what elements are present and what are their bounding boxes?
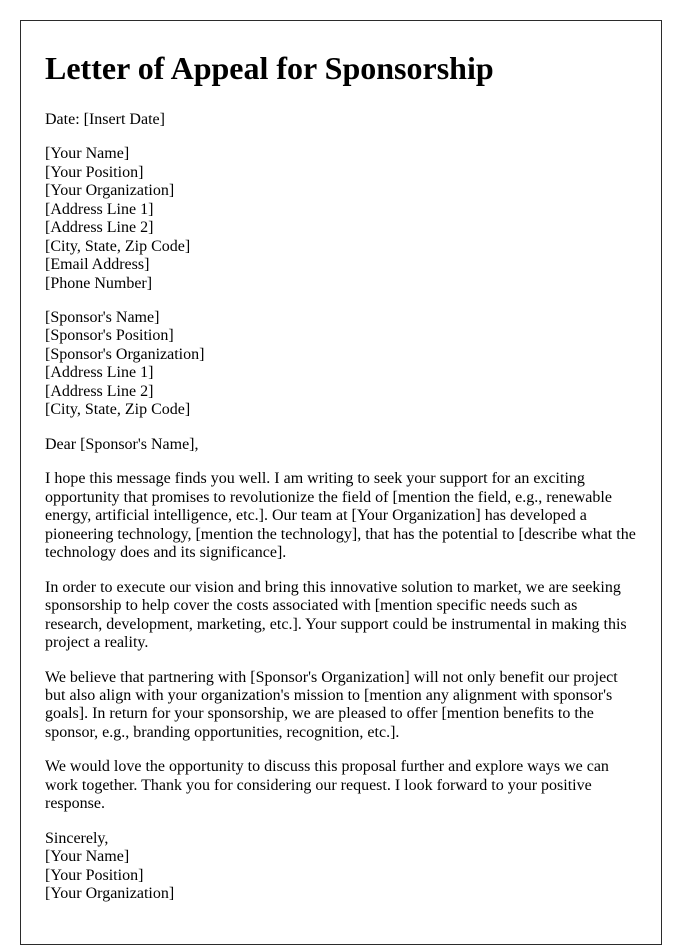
- body-paragraph-1: I hope this message finds you well. I am writing to seek your support for an exciting opportunity that promises to revolutionize the field of [mention the field, e.g., renewable energy, artificial intelligence, etc.]. Our team at [Your Organization] has developed a pioneering technology, [mention the technology], that has the potential to [describe what the technology does and its significance].: [45, 470, 636, 562]
- signature-position: [Your Position]: [45, 866, 144, 884]
- sender-email: [Email Address]: [45, 256, 150, 274]
- sender-phone: [Phone Number]: [45, 274, 153, 292]
- sender-city-state-zip: [City, State, Zip Code]: [45, 237, 191, 255]
- recipient-address-line-2: [Address Line 2]: [45, 382, 154, 400]
- recipient-city-state-zip: [City, State, Zip Code]: [45, 401, 191, 419]
- signature-organization: [Your Organization]: [45, 885, 175, 903]
- sender-name: [Your Name]: [45, 145, 130, 163]
- page-title: Letter of Appeal for Sponsorship: [45, 50, 494, 86]
- recipient-address-line-1: [Address Line 1]: [45, 364, 154, 382]
- salutation: Dear [Sponsor's Name],: [45, 435, 199, 453]
- body-paragraph-3: We believe that partnering with [Sponsor's Organization] will not only benefit our project but also align with your organization's mission to [mention any alignment with sponsor's goals]. In return for your sponsorship, we are pleased to offer [mention benefits to the sponsor, e.g., branding opportunities, recognition, etc.].: [45, 668, 618, 741]
- recipient-organization: [Sponsor's Organization]: [45, 345, 205, 363]
- letter-container: [20, 20, 662, 945]
- sender-address-line-1: [Address Line 1]: [45, 200, 154, 218]
- sender-block: [45, 145, 637, 293]
- body-paragraph-4: We would love the opportunity to discuss this proposal further and explore ways we can work together. Thank you for considering our request. I look forward to your positive response.: [45, 758, 609, 813]
- signature-name: [Your Name]: [45, 848, 130, 866]
- date-line: Date: [Insert Date]: [45, 110, 165, 128]
- sender-position: [Your Position]: [45, 163, 144, 181]
- recipient-position: [Sponsor's Position]: [45, 327, 174, 345]
- sender-organization: [Your Organization]: [45, 182, 175, 200]
- body-paragraph-2: In order to execute our vision and bring this innovative solution to market, we are seeking sponsorship to help cover the costs associated with [mention specific needs such as research, development, marketing, etc.]. Your support could be instrumental in making this project a reality.: [45, 578, 627, 652]
- recipient-name: [Sponsor's Name]: [45, 309, 160, 327]
- sender-address-line-2: [Address Line 2]: [45, 219, 154, 237]
- closing-line: Sincerely,: [45, 829, 109, 847]
- recipient-block: [45, 309, 637, 420]
- signature-block: [45, 830, 637, 904]
